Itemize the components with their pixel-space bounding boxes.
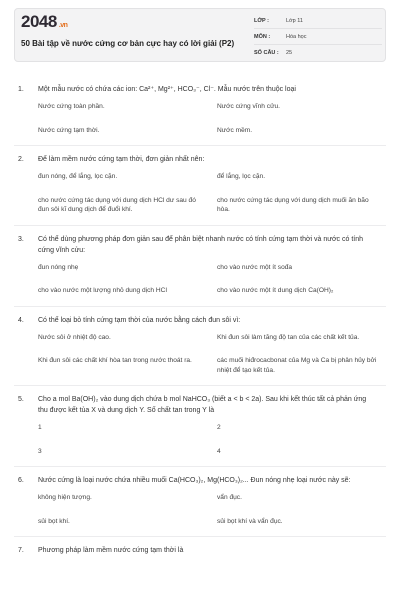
question-text: Phương pháp làm mềm nước cứng tạm thời là (38, 547, 184, 554)
meta-row-subject (254, 29, 382, 45)
question-number: 4. (18, 316, 24, 324)
option-d[interactable]: cho vào nước một ít dung dịch Ca(OH)₂ (217, 287, 334, 294)
option-list (38, 486, 386, 533)
option-b[interactable]: để lắng, lọc cặn. (217, 173, 266, 180)
option-a[interactable]: 1 (38, 424, 42, 431)
divider (14, 225, 386, 226)
question-number: 5. (18, 396, 24, 403)
question-3 (14, 234, 386, 307)
site-logo[interactable] (21, 12, 67, 32)
question-6 (14, 475, 386, 537)
option-c[interactable]: 3 (38, 447, 42, 455)
option-d[interactable]: các muối hiđrocacbonat của Mg và Ca bị phân hủy bởi nhiệt để tạo kết tủa. (217, 357, 377, 374)
option-list (38, 326, 386, 383)
question-number: 6. (18, 477, 24, 484)
option-c[interactable]: sủi bọt khí. (38, 517, 70, 525)
question-text: Để làm mềm nước cứng tạm thời, đơn giản nhất nên: (38, 156, 205, 163)
question-list (14, 84, 386, 556)
divider (14, 536, 386, 537)
option-a[interactable]: không hiện tượng. (38, 494, 92, 501)
page-title: 50 Bài tập về nước cứng cơ bản cực hay có lời giải (P2) (21, 39, 235, 48)
option-b[interactable]: cho vào nước một ít sođa (217, 263, 293, 271)
question-number: 7. (18, 547, 24, 554)
option-a[interactable]: Nước cứng toàn phần. (38, 103, 105, 110)
divider (14, 385, 386, 386)
meta-value: Lớp 11 (286, 17, 303, 24)
question-5 (14, 394, 386, 467)
option-d[interactable]: 4 (217, 447, 221, 455)
question-text: Có thể loại bỏ tính cứng tạm thời của nước bằng cách đun sôi vì: (38, 316, 241, 324)
option-list (38, 165, 386, 222)
meta-label: LỚP : (254, 17, 269, 24)
divider (14, 306, 386, 307)
brand-name: 2048 (21, 12, 57, 31)
question-number: 1. (18, 86, 24, 93)
question-text: Cho a mol Ba(OH)₂ vào dung dịch chứa b mol NaHCO₃ (biết a < b < 2a). Sau khi kết thúc tất cả phản ứng thu được kết tủa X và dung dịch Y. Số chất tan trong Y là (38, 396, 367, 414)
document-header (14, 8, 386, 62)
option-list (38, 256, 386, 303)
option-d[interactable]: cho nước cứng tác dụng với dung dịch muối ăn bão hòa. (217, 196, 369, 213)
option-b[interactable]: vẩn đục. (217, 494, 242, 501)
question-4 (14, 315, 386, 387)
option-c[interactable]: Khi đun sôi các chất khí hòa tan trong nước thoát ra. (38, 357, 192, 364)
question-1 (14, 84, 386, 146)
meta-label: MÔN : (254, 33, 271, 40)
option-c[interactable]: Nước cứng tạm thời. (38, 126, 100, 134)
divider (14, 145, 386, 146)
option-b[interactable]: Nước cứng vĩnh cửu. (217, 103, 281, 110)
meta-value: 25 (286, 49, 293, 56)
meta-row-grade (254, 13, 382, 29)
option-d[interactable]: sủi bọt khí và vẩn đục. (217, 517, 283, 525)
meta-table (254, 13, 382, 60)
option-c[interactable]: cho nước cứng tác dụng với dung dịch HCl dư sau đó đun sôi kĩ dung dịch để đuổi khí. (38, 196, 196, 213)
option-a[interactable]: đun nóng, để lắng, lọc cặn. (38, 173, 118, 180)
meta-row-count (254, 45, 382, 60)
brand-suffix: .vn (58, 22, 68, 29)
question-text: Có thể dùng phương pháp đơn giản sau để phân biệt nhanh nước có tính cứng tạm thời và nước có tính cứng vĩnh cửu: (38, 235, 364, 254)
question-text: Một mẫu nước có chứa các ion: Ca²⁺, Mg²⁺, HCO₃⁻, Cl⁻. Mẫu nước trên thuộc loại (38, 86, 296, 93)
option-b[interactable]: 2 (217, 424, 221, 431)
option-d[interactable]: Nước mềm. (217, 126, 253, 134)
question-text: Nước cứng là loại nước chứa nhiều muối Ca(HCO₃)₂, Mg(HCO₃)₂... Đun nóng nhẹ loại nước này sẽ: (38, 477, 351, 484)
option-b[interactable]: Khi đun sôi làm tăng độ tan của các chất kết tủa. (217, 333, 360, 341)
option-a[interactable]: đun nóng nhẹ (38, 263, 79, 271)
divider (14, 466, 386, 467)
option-list (38, 416, 386, 463)
question-2 (14, 154, 386, 226)
question-number: 3. (18, 235, 24, 243)
question-number: 2. (18, 156, 24, 163)
meta-value: Hóa học (286, 33, 307, 40)
question-7 (14, 545, 386, 556)
option-list (38, 95, 386, 142)
option-c[interactable]: cho vào nước một lượng nhỏ dung dịch HCl (38, 287, 167, 294)
option-a[interactable]: Nước sôi ở nhiệt độ cao. (38, 333, 111, 341)
meta-label: SỐ CÂU : (254, 49, 279, 56)
